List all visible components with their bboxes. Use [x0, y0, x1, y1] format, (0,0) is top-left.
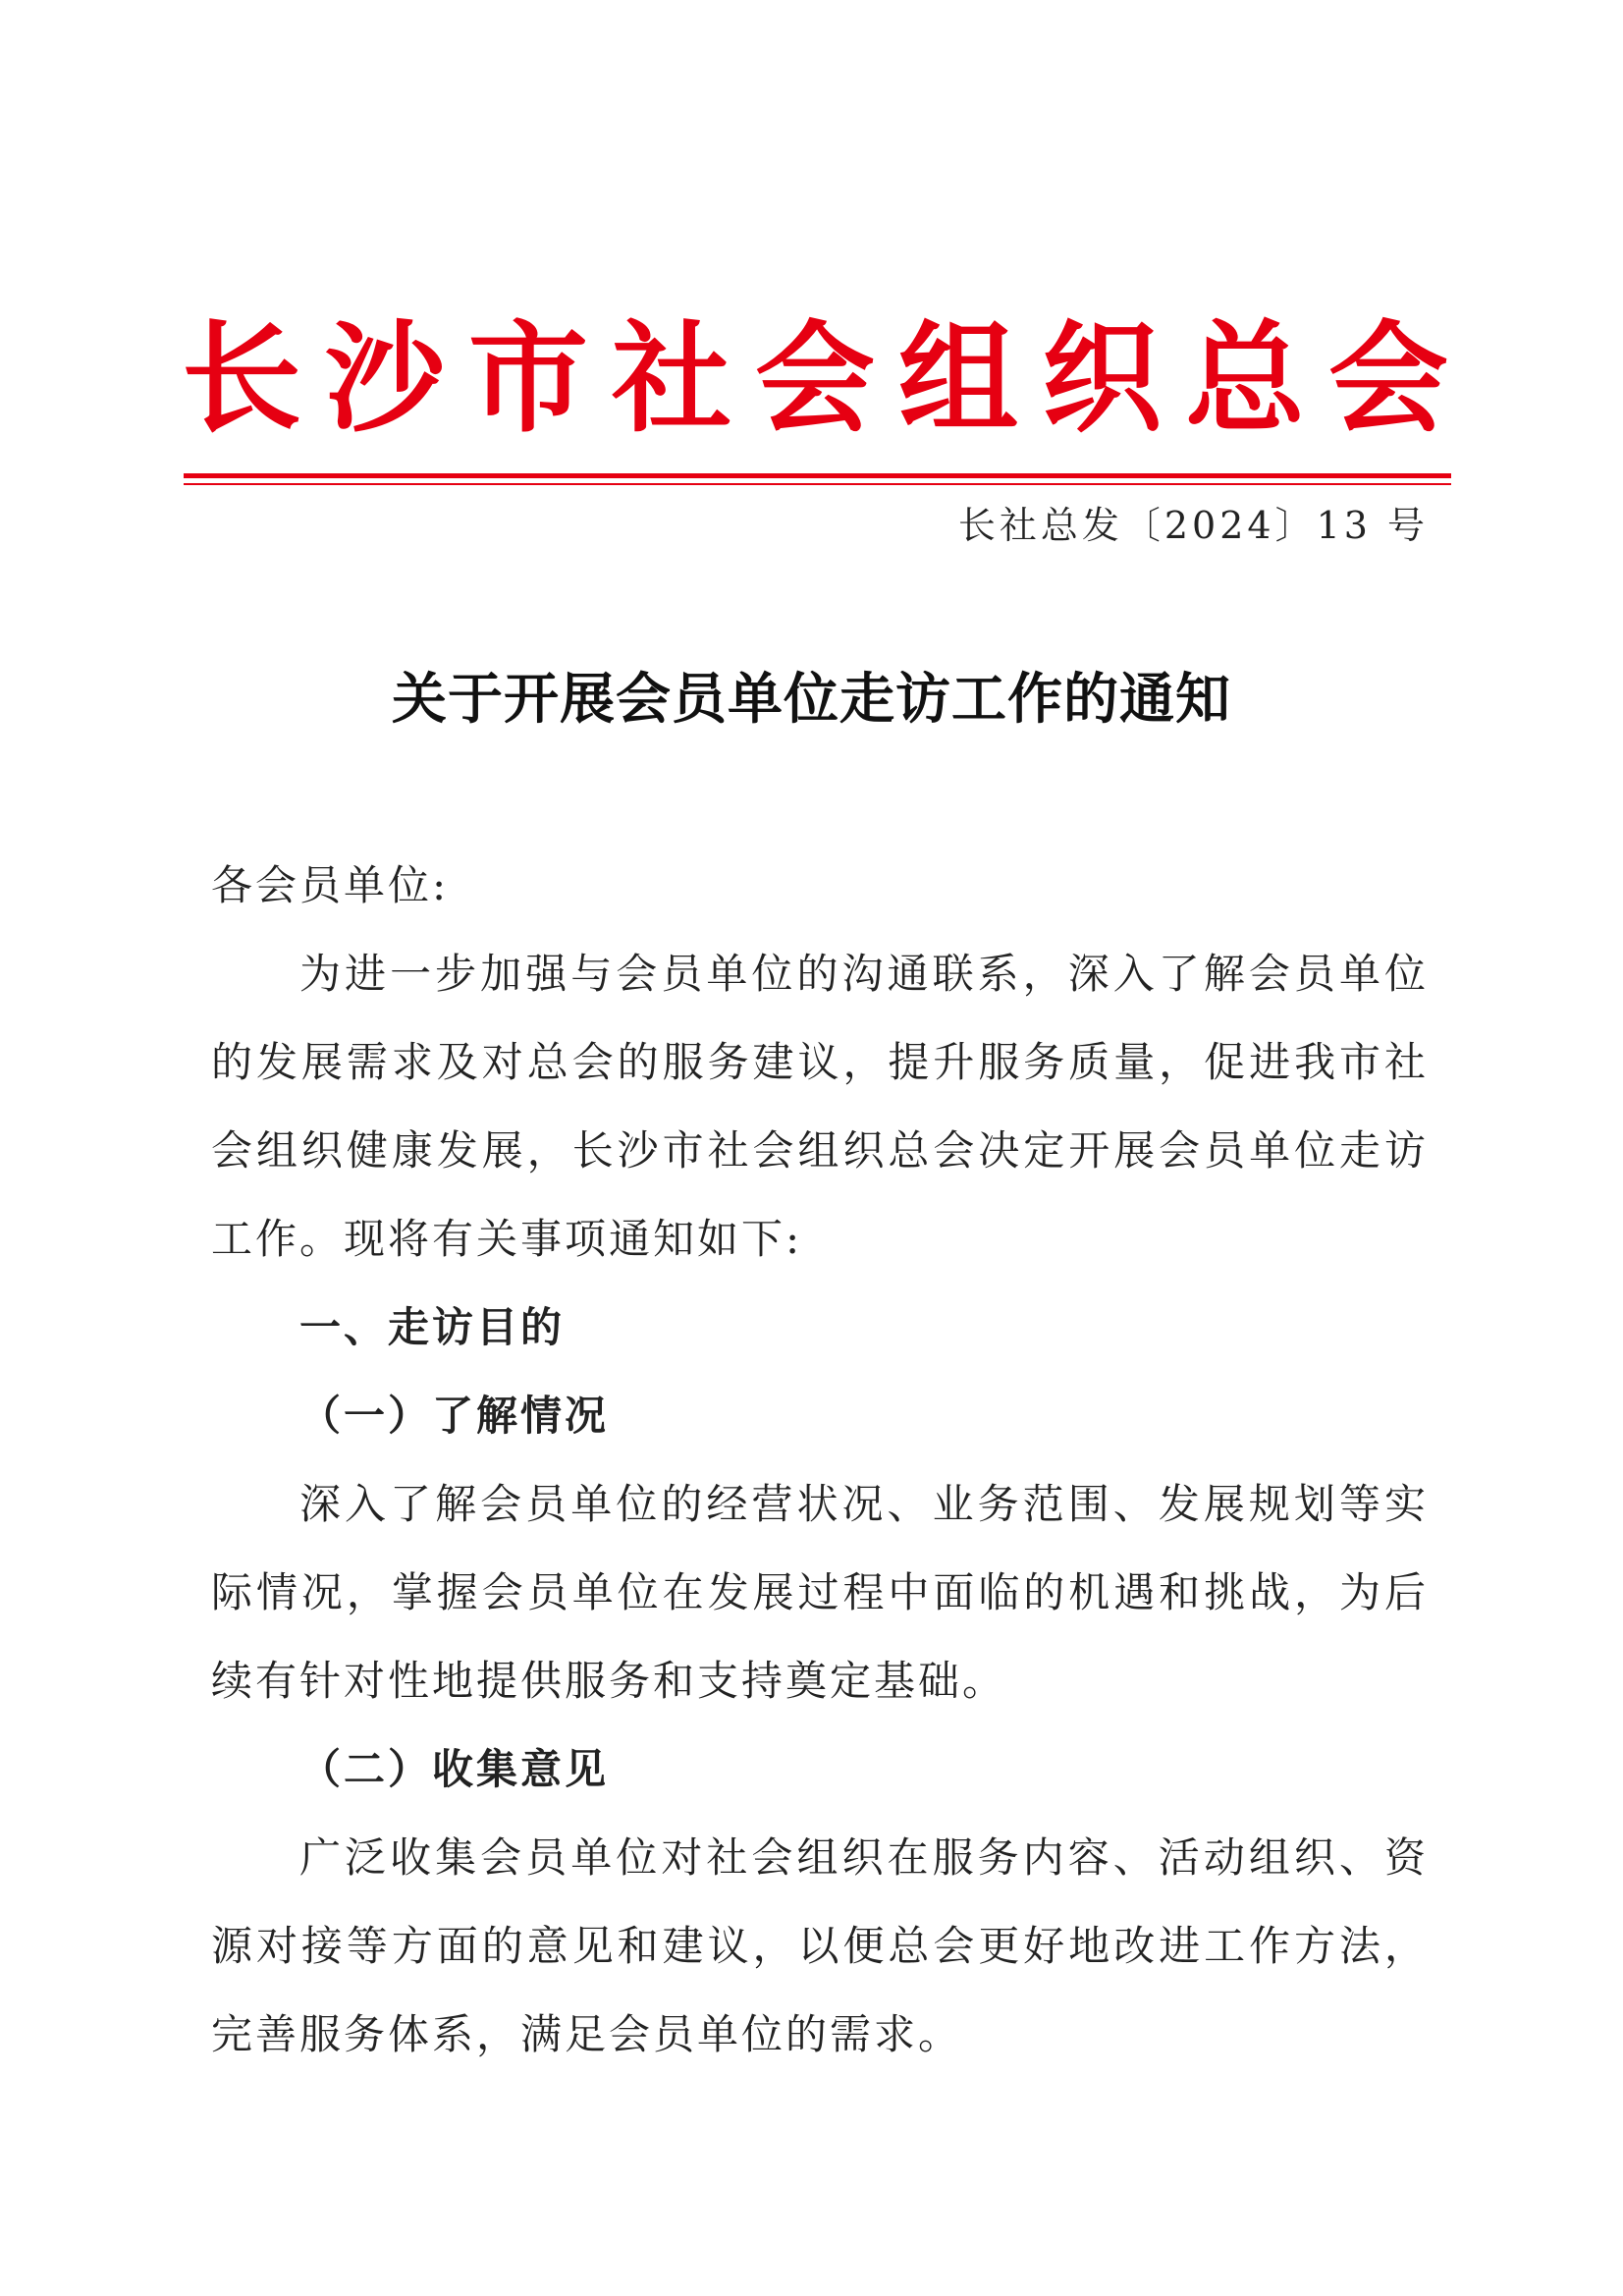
header-divider-thin — [184, 483, 1451, 485]
subsection-heading: （二）收集意见 — [299, 1745, 610, 1793]
subsection-paragraph: 广泛收集会员单位对社会组织在服务内容、活动组织、资源对接等方面的意见和建议，以便总会更好地改进工作方法，完善服务体系，满足会员单位的需求。 — [211, 1833, 1429, 2058]
org-title-char: 会 — [755, 307, 875, 449]
document-number: 长社总发〔2024〕13 号 — [957, 504, 1429, 547]
subsection-paragraph: 深入了解会员单位的经营状况、业务范围、发展规划等实际情况，掌握会员单位在发展过程中面临的机遇和挑战，为后续有针对性地提供服务和支持奠定基础。 — [211, 1480, 1429, 1705]
org-title-char: 会 — [1328, 307, 1448, 449]
salutation: 各会员单位: — [211, 861, 450, 909]
subsection-heading: （一）了解情况 — [299, 1392, 610, 1440]
org-title-char: 总 — [1185, 307, 1305, 449]
document-title: 关于开展会员单位走访工作的通知 — [392, 667, 1231, 732]
org-title-char: 社 — [612, 307, 731, 449]
document-body — [211, 842, 1429, 2079]
section-heading: 一、走访目的 — [299, 1303, 566, 1351]
header-divider-thick — [184, 473, 1451, 478]
org-title-char: 沙 — [325, 307, 445, 449]
organization-title — [182, 295, 1448, 462]
org-title-char: 长 — [182, 307, 301, 449]
org-title-char: 织 — [1042, 307, 1162, 449]
org-title-char: 组 — [898, 307, 1018, 449]
intro-paragraph: 为进一步加强与会员单位的沟通联系，深入了解会员单位的发展需求及对总会的服务建议，提升服务质量，促进我市社会组织健康发展，长沙市社会组织总会决定开展会员单位走访工作。现将有关事项通知如下: — [211, 950, 1429, 1263]
org-title-char: 市 — [468, 307, 588, 449]
